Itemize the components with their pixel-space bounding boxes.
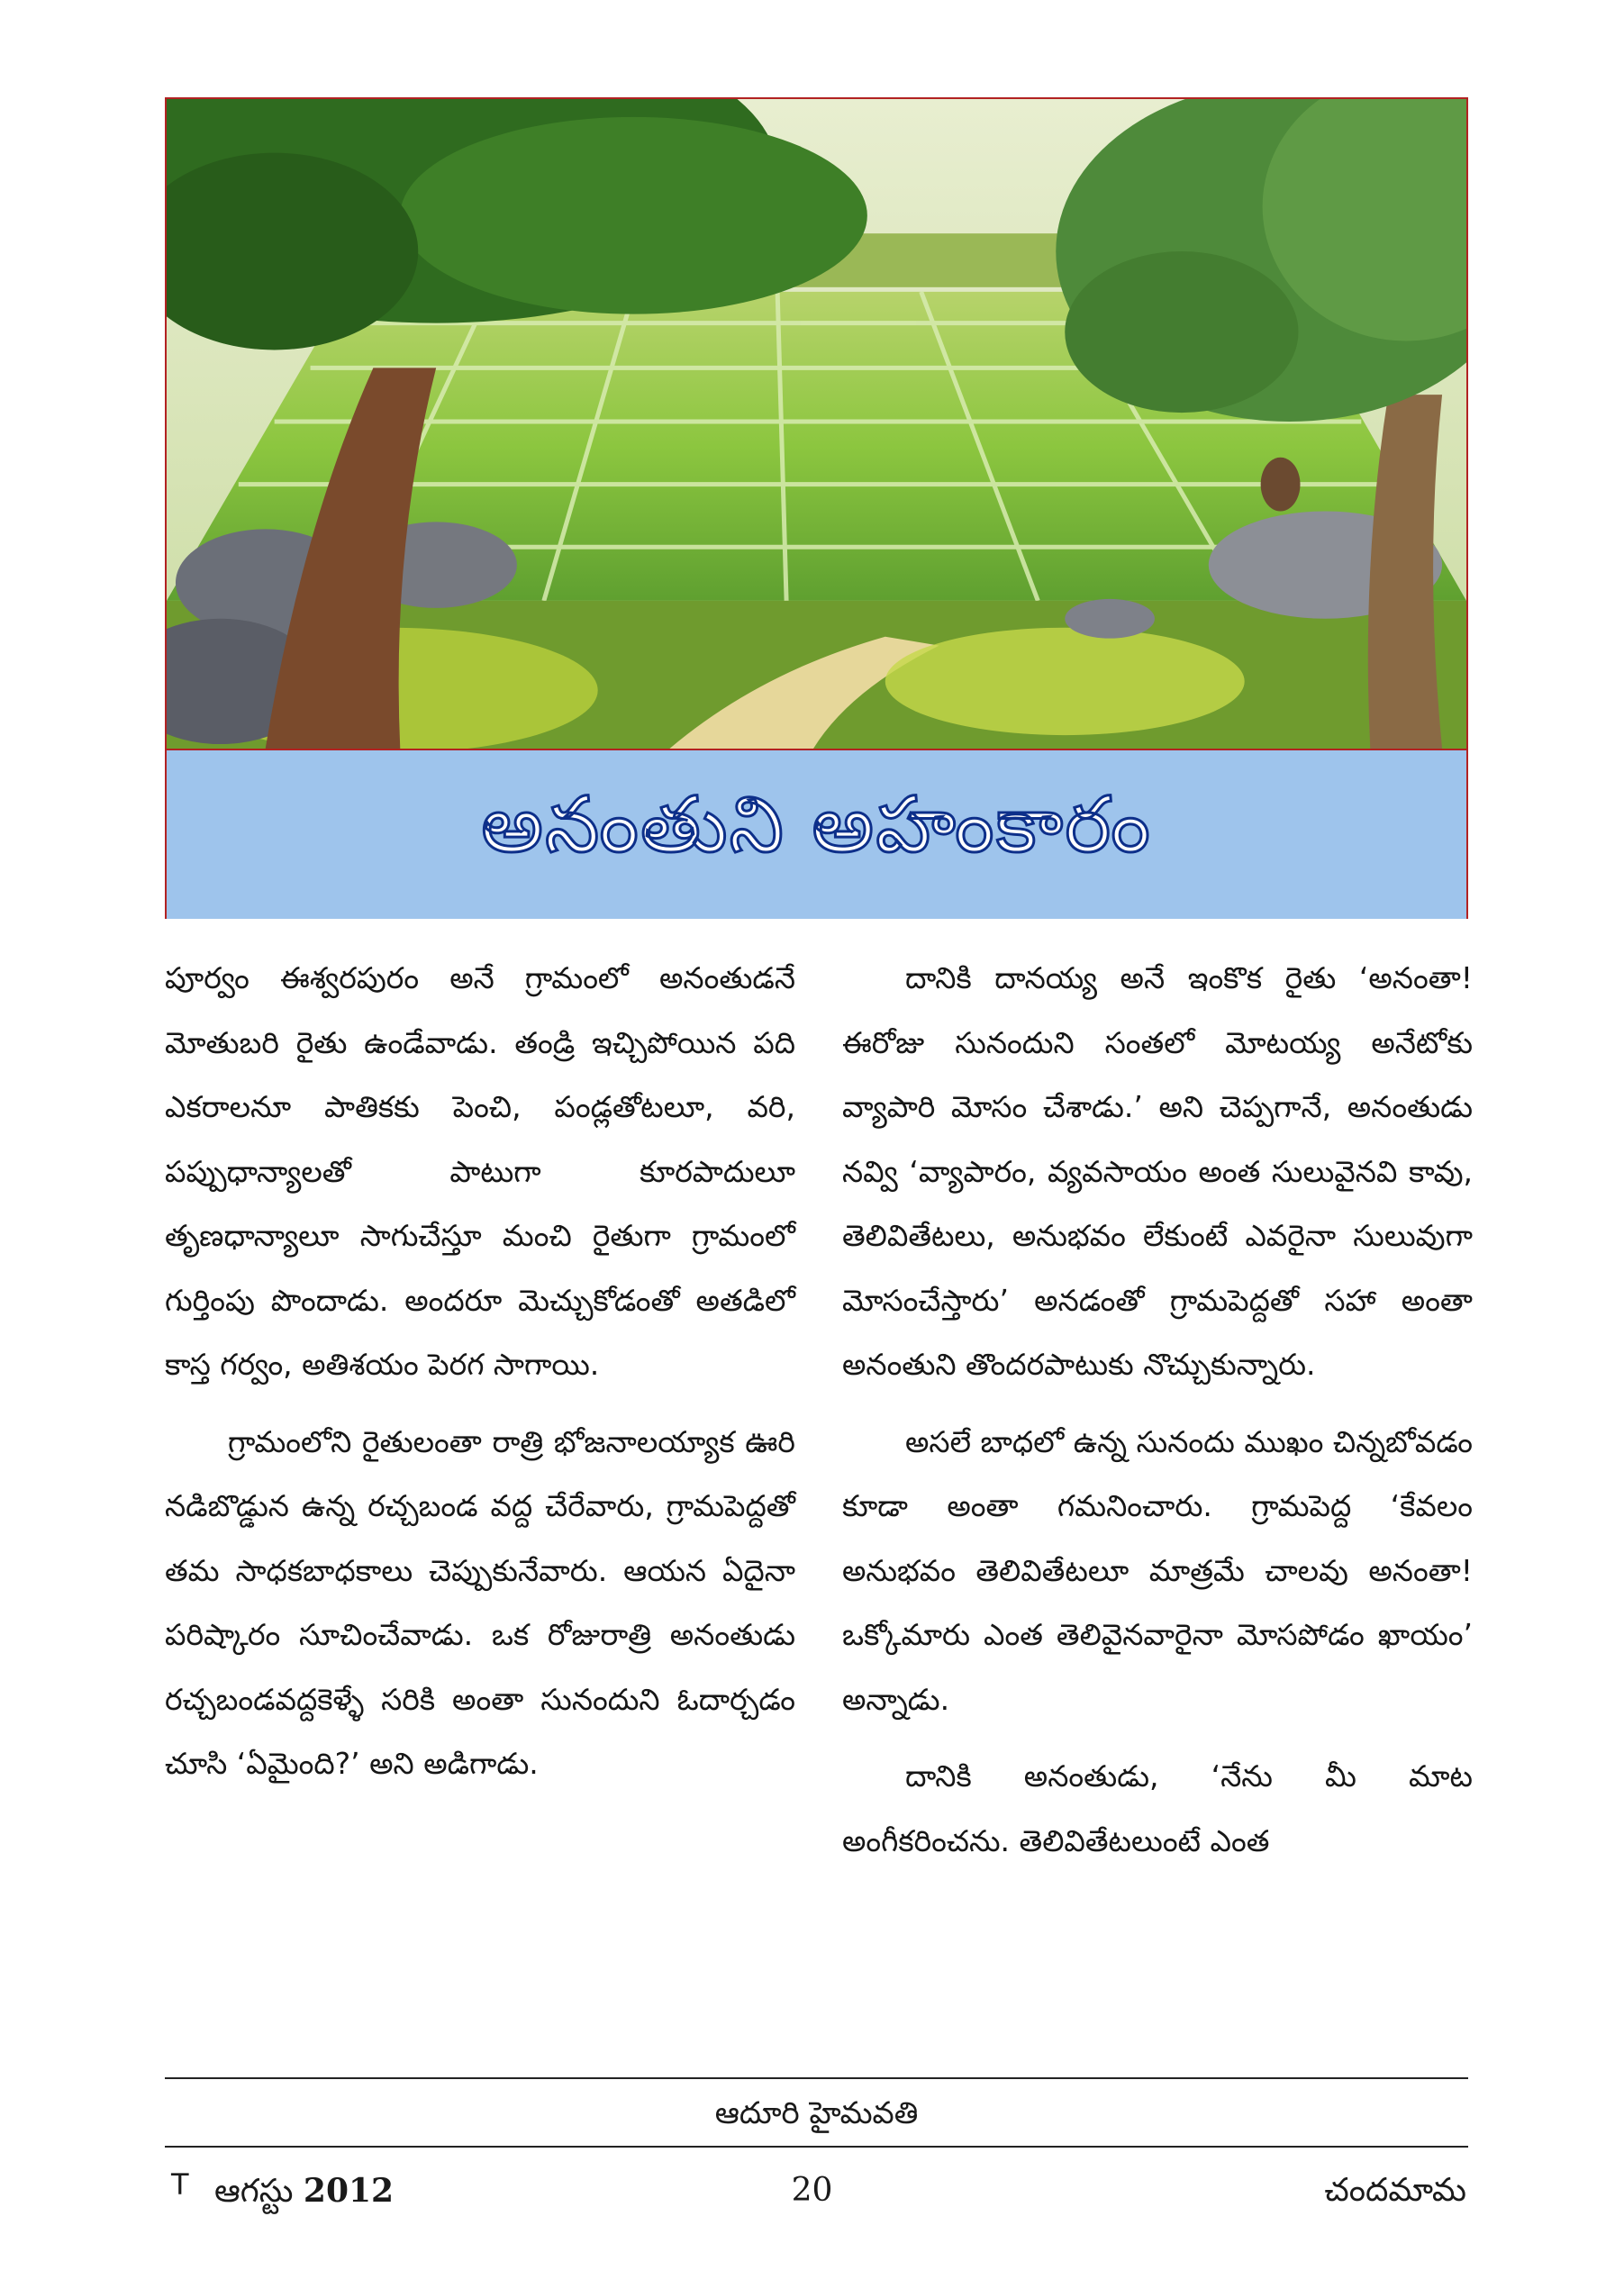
magazine-name: చందమామ — [1324, 2172, 1466, 2209]
story-title: అనంతుని అహంకారం — [481, 780, 1152, 870]
left-column — [165, 946, 795, 1809]
footer-month: ఆగస్టు — [214, 2173, 294, 2210]
title-band — [165, 750, 1468, 919]
footer-year: 2012 — [303, 2172, 395, 2210]
paragraph: అసలే బాధలో ఉన్న సునందు ముఖం చిన్నబోవడం కూడా అంతా గమనించారు. గ్రామపెద్ద ‘కేవలం అనుభవం తెలివితేటలూ మాత్రమే చాలవు అనంతా! ఒక్కోమారు ఎంత తెలివైనవారైనా మోసపోడం ఖాయం’ అన్నాడు. — [842, 1423, 1473, 1717]
paragraph: గ్రామంలోని రైతులంతా రాత్రి భోజనాలయ్యాక ఊరి నడిబొడ్డున ఉన్న రచ్చబండ వద్ద చేరేవారు, గ్రామపెద్దతో తమ సాధకబాధకాలు చెప్పుకునేవారు. ఆయన ఏదైనా పరిష్కారం సూచించేవాడు. ఒక రోజురాత్రి అనంతుడు రచ్చబండవద్దకెళ్ళే సరికి అంతా సునందుని ఓదార్చడం చూసి ‘ఏమైంది?’ అని అడిగాడు. — [165, 1423, 795, 1781]
author-name: ఆదూరి హైమవతి — [714, 2095, 919, 2131]
paragraph: పూర్వం ఈశ్వరపురం అనే గ్రామంలో అనంతుడనే మోతుబరి రైతు ఉండేవాడు. తండ్రి ఇచ్చిపోయిన పది ఎకరాలనూ పాతికకు పెంచి, పండ్లతోటలూ, వరి, పప్పుధాన్యాలతో పాటుగా కూరపాదులూ తృణధాన్యాలూ సాగుచేస్తూ మంచి రైతుగా గ్రామంలో గుర్తింపు పొందాడు. అందరూ మెచ్చుకోడంతో అతడిలో కాస్త గర్వం, అతిశయం పెరగ సాగాయి. — [165, 960, 795, 1382]
paragraph: దానికి దానయ్య అనే ఇంకొక రైతు ‘అనంతా! ఈరోజు సునందుని సంతలో మోటయ్య అనేటోకు వ్యాపారి మోసం చేశాడు.’ అని చెప్పగానే, అనంతుడు నవ్వి ‘వ్యాపారం, వ్యవసాయం అంత సులువైనవి కావు, తెలివితేటలు, అనుభవం లేకుంటే ఎవరైనా సులువుగా మోసంచేస్తారు’ అనడంతో గ్రామపెద్దతో సహా అంతా అనంతుని తొందరపాటుకు నొచ్చుకున్నారు. — [842, 960, 1473, 1382]
paragraph: దానికి అనంతుడు, ‘నేను మీ మాట అంగీకరించను. తెలివితేటలుంటే ఎంత — [842, 1758, 1473, 1858]
footer-marker: T — [171, 2167, 189, 2202]
right-column — [842, 946, 1473, 1885]
paddy-field-illustration — [167, 99, 1466, 749]
page-number: 20 — [791, 2172, 833, 2209]
divider-top — [165, 2077, 1468, 2079]
story-illustration — [165, 97, 1468, 750]
divider-bottom — [165, 2146, 1468, 2148]
